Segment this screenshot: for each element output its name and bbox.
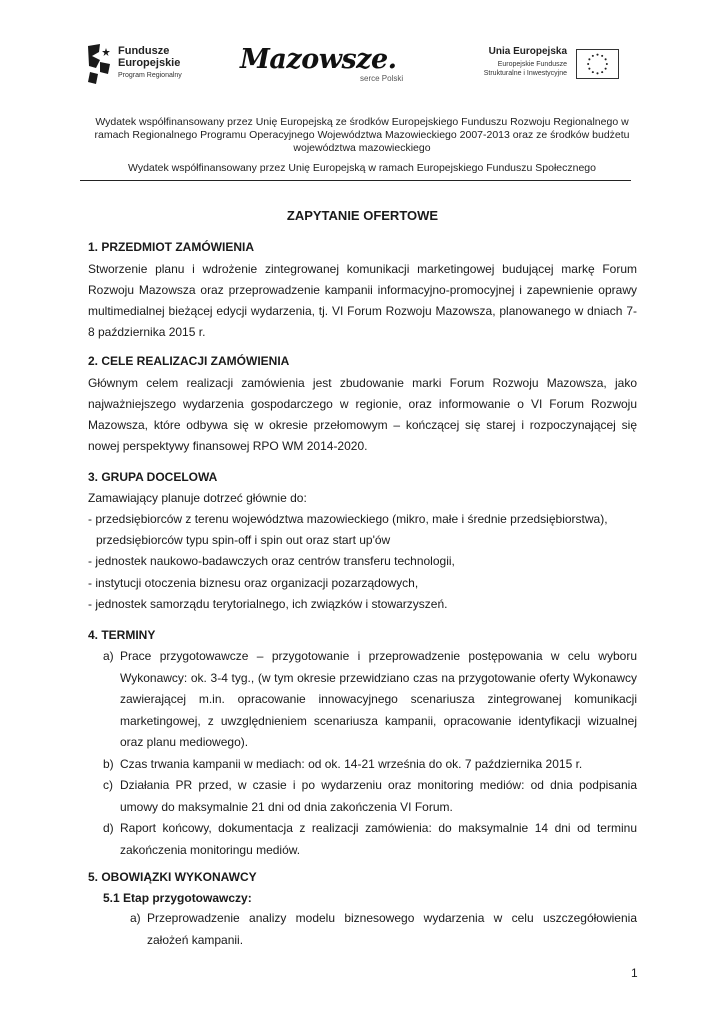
header-logos xyxy=(0,40,725,90)
target-group-item: - jednostek samorządu terytorialnego, ich związków i stowarzyszeń. xyxy=(88,597,448,611)
fe-subtitle: Program Regionalny xyxy=(118,72,182,79)
list-text: Czas trwania kampanii w mediach: od ok. 14-21 września do ok. 7 października 2015 r. xyxy=(120,757,583,771)
deadline-item-a xyxy=(103,646,637,754)
subsection-5-1-heading: 5.1 Etap przygotowawczy: xyxy=(103,891,252,905)
funding-note-erdf: Wydatek współfinansowany przez Unię Europejską ze środków Europejskiego Funduszu Rozwoju Regionalnego w ramach Regionalnego Programu Operacyjnego Województwa Mazowieckiego 2007-2013 oraz ze środków budżetu województwa mazowieckiego xyxy=(94,116,630,154)
ue-subtitle xyxy=(484,60,567,78)
mazowsze-tagline: serce Polski xyxy=(360,74,404,83)
section-4-heading: 4. TERMINY xyxy=(88,628,156,642)
deadline-item-b xyxy=(103,754,637,776)
fundusze-europejskie-logo xyxy=(86,42,206,86)
section-5-heading: 5. OBOWIĄZKI WYKONAWCY xyxy=(88,870,257,884)
target-group-item: - jednostek naukowo-badawczych oraz centrów transferu technologii, xyxy=(88,554,455,568)
section-2-heading: 2. CELE REALIZACJI ZAMÓWIENIA xyxy=(88,354,290,368)
deadline-item-c xyxy=(103,775,637,818)
list-text: Przeprowadzenie analizy modelu biznesowego wydarzenia w celu uszczegółowienia założeń kampanii. xyxy=(147,911,637,947)
list-marker: d) xyxy=(103,821,114,835)
section-3-intro: Zamawiający planuje dotrzeć głównie do: xyxy=(88,491,307,505)
header-divider xyxy=(80,180,631,181)
ue-title: Unia Europejska xyxy=(488,46,567,57)
mazowsze-wordmark: Mazowsze. xyxy=(240,44,397,75)
list-marker: a) xyxy=(130,911,141,925)
unia-europejska-logo xyxy=(460,46,625,86)
ue-sub-line2: Strukturalne i Inwestycyjne xyxy=(483,70,567,77)
target-group-item-continued: przedsiębiorców typu spin-off i spin out oraz start up'ów xyxy=(96,533,391,547)
section-3-heading: 3. GRUPA DOCELOWA xyxy=(88,470,218,484)
section-2-body: Głównym celem realizacji zamówienia jest zbudowanie marki Forum Rozwoju Mazowsza, jako najważniejszego wydarzenia gospodarczego w regionie, oraz informowanie o VI Forum Rozwoju Mazowsza, które odbywa się w okresie przełomowym – kończącej się starej i rozpoczynającej się nowej perspektywy finansowej RPO WM 2014-2020. xyxy=(88,376,637,453)
list-marker: a) xyxy=(103,649,114,663)
section-1-body: Stworzenie planu i wdrożenie zintegrowanej komunikacji marketingowej budującej markę Forum Rozwoju Mazowsza oraz przeprowadzenie kampanii informacyjno-promocyjnej i zapewnienie oprawy multimedialnej bieżącej edycji wydarzenia, tj. VI Forum Rozwoju Mazowsza, planowanego w dniach 7-8 października 2015 r. xyxy=(88,262,637,339)
deadline-item-d xyxy=(103,818,637,861)
fe-line2: Europejskie xyxy=(118,57,181,69)
list-marker: b) xyxy=(103,757,114,771)
eu-flag-icon xyxy=(576,49,619,79)
ue-sub-line1: Europejskie Fundusze xyxy=(497,61,567,68)
page-number: 1 xyxy=(631,966,638,980)
mazowsze-logo xyxy=(240,44,420,86)
list-text: Działania PR przed, w czasie i po wydarzeniu oraz monitoring mediów: od dnia podpisania umowy do maksymalnie 21 dni od dnia zakończenia VI Forum. xyxy=(120,778,637,814)
list-text: Raport końcowy, dokumentacja z realizacji zamówienia: do maksymalnie 14 dni od terminu zakończenia monitoringu mediów. xyxy=(120,821,637,857)
document-title: ZAPYTANIE OFERTOWE xyxy=(286,208,439,223)
fe-line1: Fundusze xyxy=(118,45,170,57)
fundusze-europejskie-icon xyxy=(86,42,112,86)
list-text: Prace przygotowawcze – przygotowanie i przeprowadzenie postępowania w celu wyboru Wykonawcy: ok. 3-4 tyg., (w tym okresie przewidziano czas na przygotowanie oferty Wykonawcy zawierającej m.in. opracowanie innowacyjnego scenariusza zintegrowanej komunikacji marketingowej, z uwzględnieniem scenariusza kampanii, opracowanie identyfikacji wizualnej oraz planu mediowego). xyxy=(120,649,637,749)
target-group-item: - przedsiębiorców z terenu województwa mazowieckiego (mikro, małe i średnie przedsiębiorstwa), xyxy=(88,512,608,526)
list-marker: c) xyxy=(103,778,113,792)
duty-item-a xyxy=(130,908,637,951)
section-1-heading: 1. PRZEDMIOT ZAMÓWIENIA xyxy=(88,240,254,254)
target-group-item: - instytucji otoczenia biznesu oraz organizacji pozarządowych, xyxy=(88,576,419,590)
fe-title xyxy=(118,45,180,69)
funding-note-esf: Wydatek współfinansowany przez Unię Europejską w ramach Europejskiego Funduszu Społecznego xyxy=(128,162,596,174)
